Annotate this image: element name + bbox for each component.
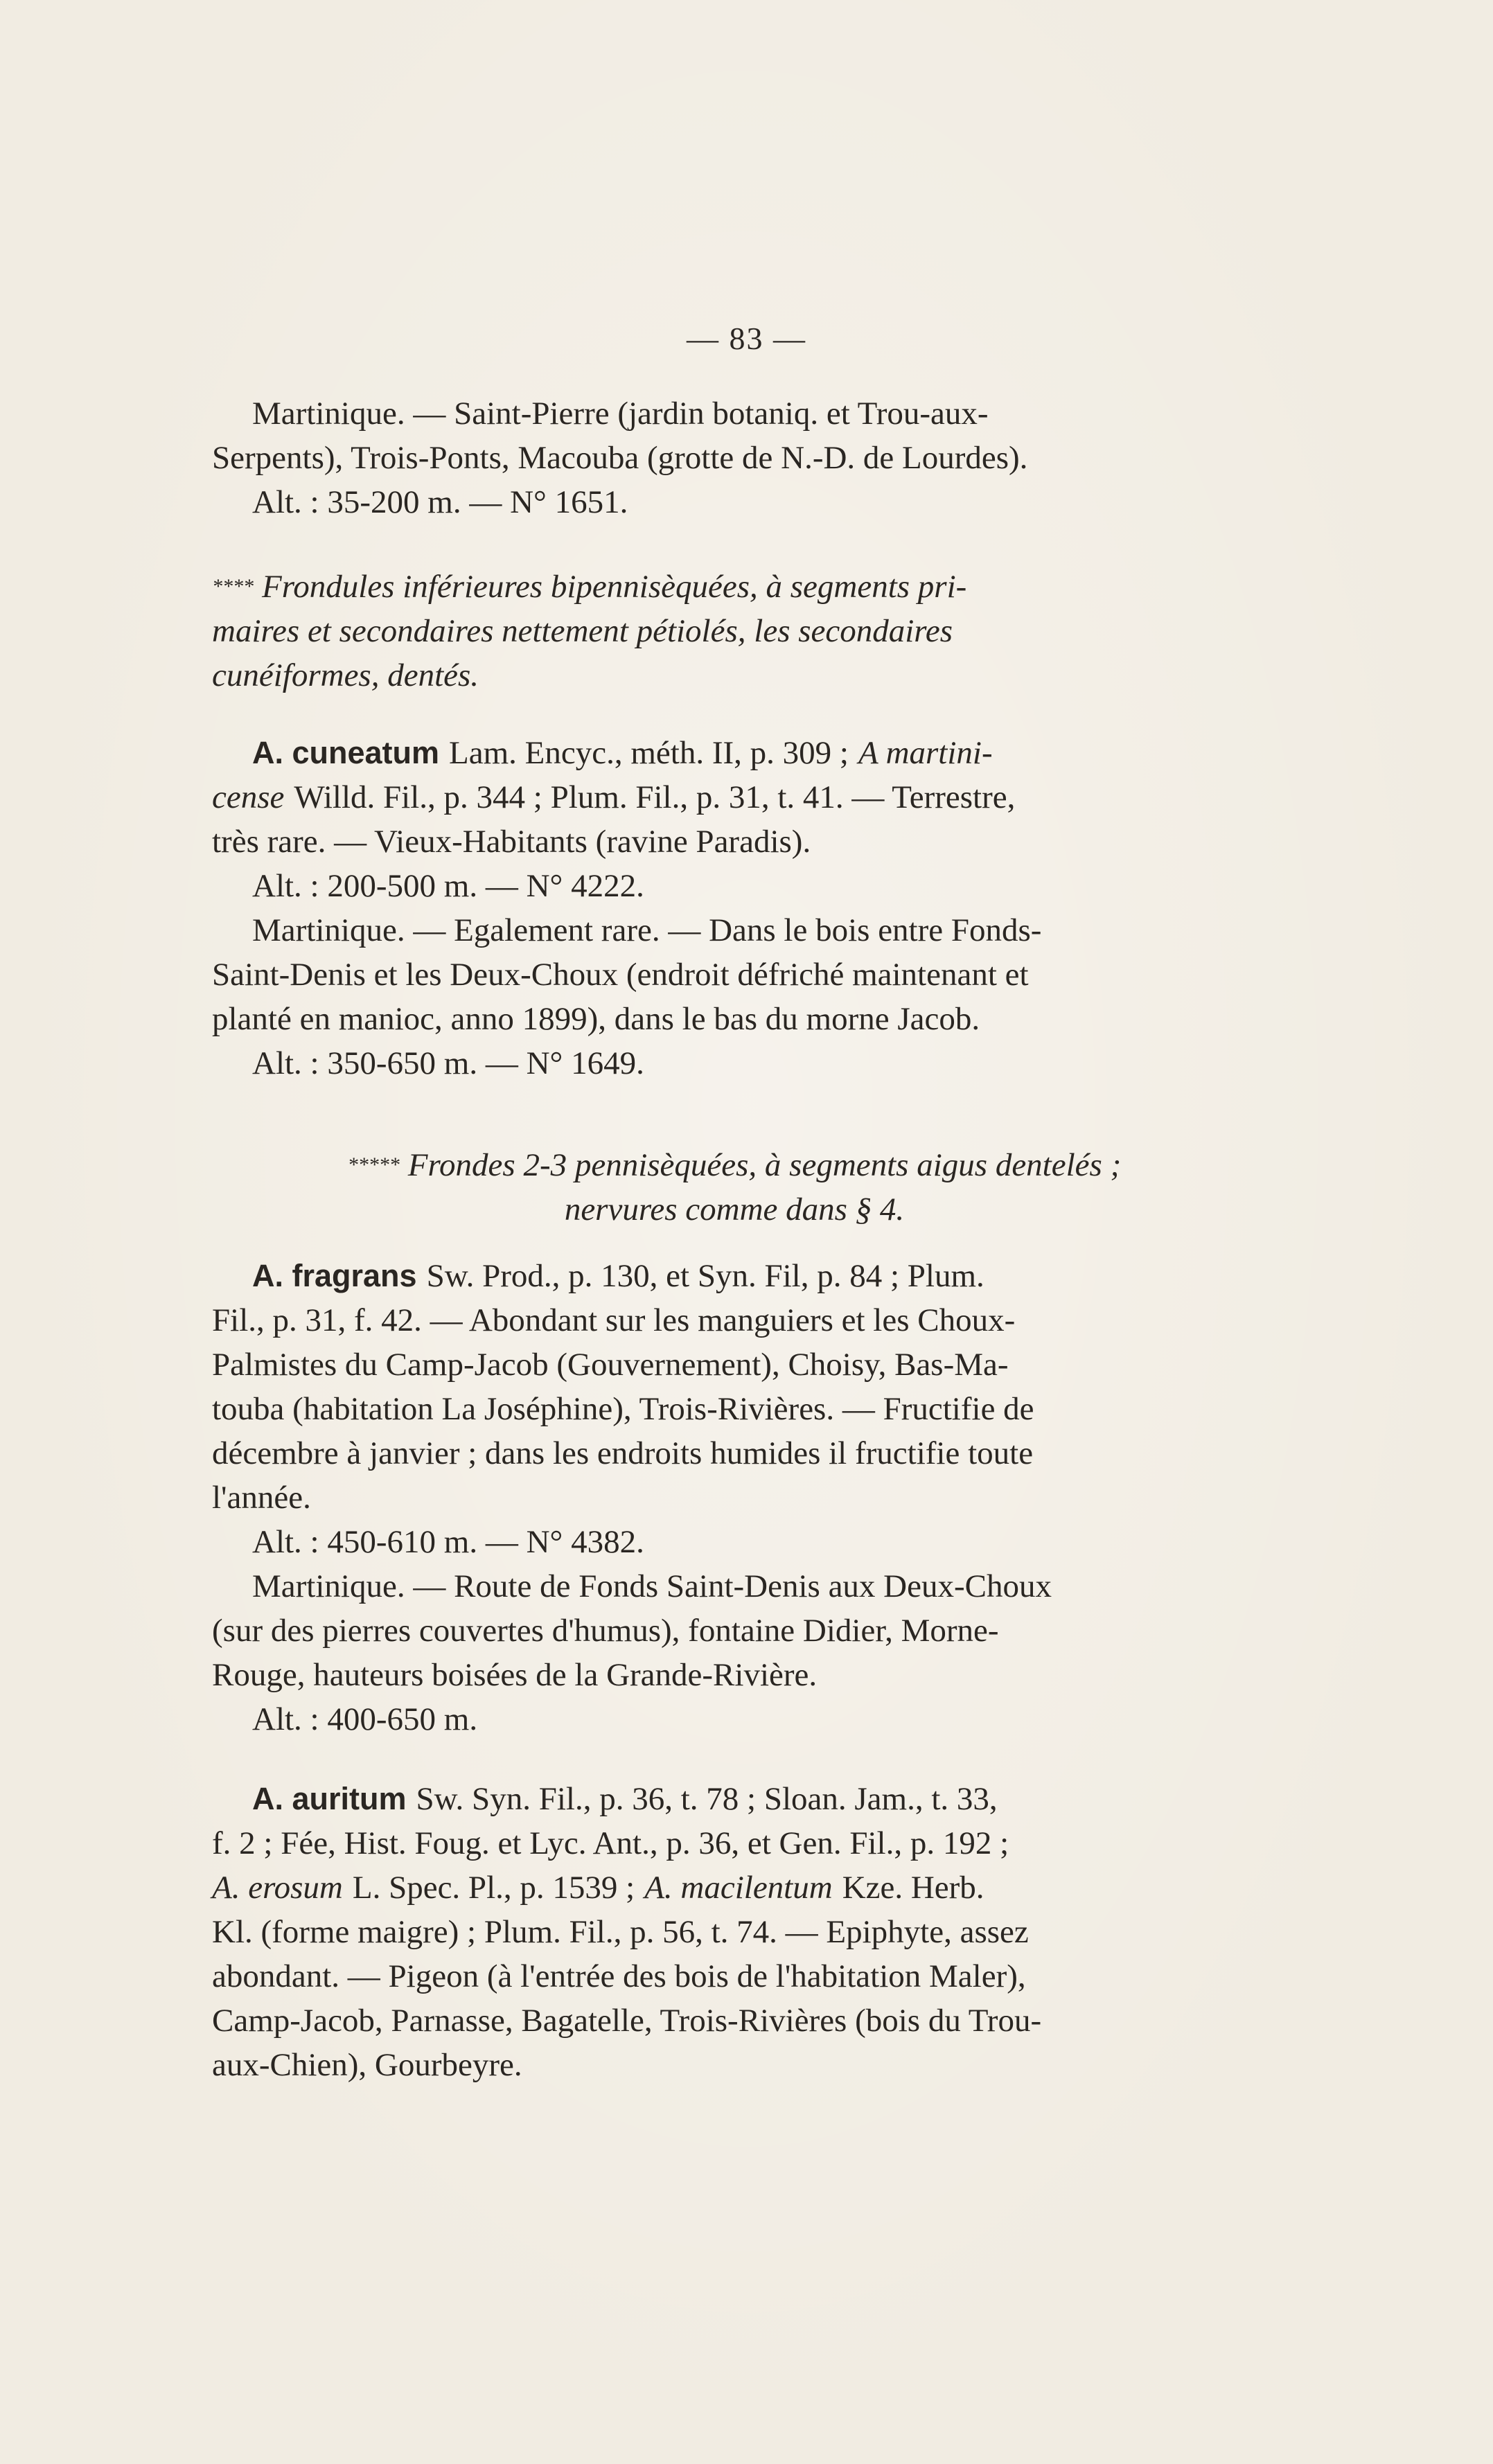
text-line: abondant. — Pigeon (à l'entrée des bois de l'habitation Maler),	[212, 1958, 1026, 1994]
heading-line: maires et secondaires nettement pétiolés, les secondaires	[212, 613, 953, 649]
synonym-name: A. macilentum	[644, 1870, 833, 1906]
species-name: A. auritum	[252, 1781, 407, 1816]
text-line: Kl. (forme maigre) ; Plum. Fil., p. 56, t. 74. — Epiphyte, assez	[212, 1914, 1029, 1950]
text-line: Palmistes du Camp-Jacob (Gouvernement), Choisy, Bas-Ma-	[212, 1347, 1009, 1383]
synonym-name: A martini-	[858, 735, 993, 771]
synonym-name: cense	[212, 779, 285, 815]
altitude-line: Alt. : 400-650 m.	[252, 1701, 478, 1737]
citation-text: Lam. Encyc., méth. II, p. 309 ;	[449, 735, 849, 771]
text-line: décembre à janvier ; dans les endroits humides il fructifie toute	[212, 1435, 1034, 1471]
heading-line: Frondules inférieures bipennisèquées, à segments pri-	[262, 569, 967, 605]
text-line: f. 2 ; Fée, Hist. Foug. et Lyc. Ant., p. 36, et Gen. Fil., p. 192 ;	[212, 1825, 1009, 1861]
species-name: A. cuneatum	[252, 735, 440, 770]
martinique-paragraph-1	[212, 391, 1257, 524]
heading-line: nervures comme dans § 4.	[564, 1191, 905, 1227]
text-line: très rare. — Vieux-Habitants (ravine Paradis).	[212, 824, 811, 860]
section-stars: *****	[347, 1153, 400, 1176]
text-line: Alt. : 35-200 m. — N° 1651.	[252, 484, 628, 520]
heading-line: Frondes 2-3 pennisèquées, à segments aigus dentelés ;	[407, 1147, 1122, 1183]
text-line: Rouge, hauteurs boisées de la Grande-Rivière.	[212, 1657, 818, 1693]
text-line: Martinique. — Egalement rare. — Dans le bois entre Fonds-	[252, 912, 1042, 948]
citation-text: Kze. Herb.	[842, 1870, 984, 1906]
altitude-line: Alt. : 450-610 m. — N° 4382.	[252, 1524, 644, 1560]
entry-auritum	[212, 1777, 1257, 2087]
text-line: (sur des pierres couvertes d'humus), fontaine Didier, Morne-	[212, 1613, 999, 1649]
citation-text: L. Spec. Pl., p. 1539 ;	[352, 1870, 635, 1906]
text-line: planté en manioc, anno 1899), dans le bas du morne Jacob.	[212, 1001, 980, 1037]
citation-text: Willd. Fil., p. 344 ; Plum. Fil., p. 31, t. 41. — Terrestre,	[294, 779, 1016, 815]
synonym-name: A. erosum	[212, 1870, 343, 1906]
text-line: Fil., p. 31, f. 42. — Abondant sur les manguiers et les Choux-	[212, 1302, 1016, 1338]
altitude-line: Alt. : 350-650 m. — N° 1649.	[252, 1045, 644, 1081]
citation-text: Sw. Syn. Fil., p. 36, t. 78 ; Sloan. Jam., t. 33,	[416, 1781, 998, 1817]
page-number: — 83 —	[687, 321, 806, 356]
altitude-line: Alt. : 200-500 m. — N° 4222.	[252, 868, 644, 904]
entry-fragrans	[212, 1254, 1257, 1741]
text-line: aux-Chien), Gourbeyre.	[212, 2047, 522, 2083]
text-line: touba (habitation La Joséphine), Trois-Rivières. — Fructifie de	[212, 1391, 1034, 1427]
text-line: l'année.	[212, 1480, 311, 1516]
text-line: Martinique. — Saint-Pierre (jardin botaniq. et Trou-aux-	[252, 396, 989, 432]
text-line: Martinique. — Route de Fonds Saint-Denis aux Deux-Choux	[252, 1568, 1052, 1604]
species-name: A. fragrans	[252, 1258, 417, 1293]
text-line: Camp-Jacob, Parnasse, Bagatelle, Trois-Rivières (bois du Trou-	[212, 2003, 1042, 2039]
citation-text: Sw. Prod., p. 130, et Syn. Fil, p. 84 ; Plum.	[426, 1258, 984, 1294]
section-4-heading	[212, 565, 1257, 698]
entry-cuneatum	[212, 731, 1257, 1085]
section-stars: ****	[212, 575, 254, 598]
heading-line: cunéiformes, dentés.	[212, 657, 479, 693]
text-line: Serpents), Trois-Ponts, Macouba (grotte de N.-D. de Lourdes).	[212, 440, 1028, 476]
section-5-heading	[212, 1143, 1257, 1232]
text-line: Saint-Denis et les Deux-Choux (endroit défriché maintenant et	[212, 957, 1029, 993]
